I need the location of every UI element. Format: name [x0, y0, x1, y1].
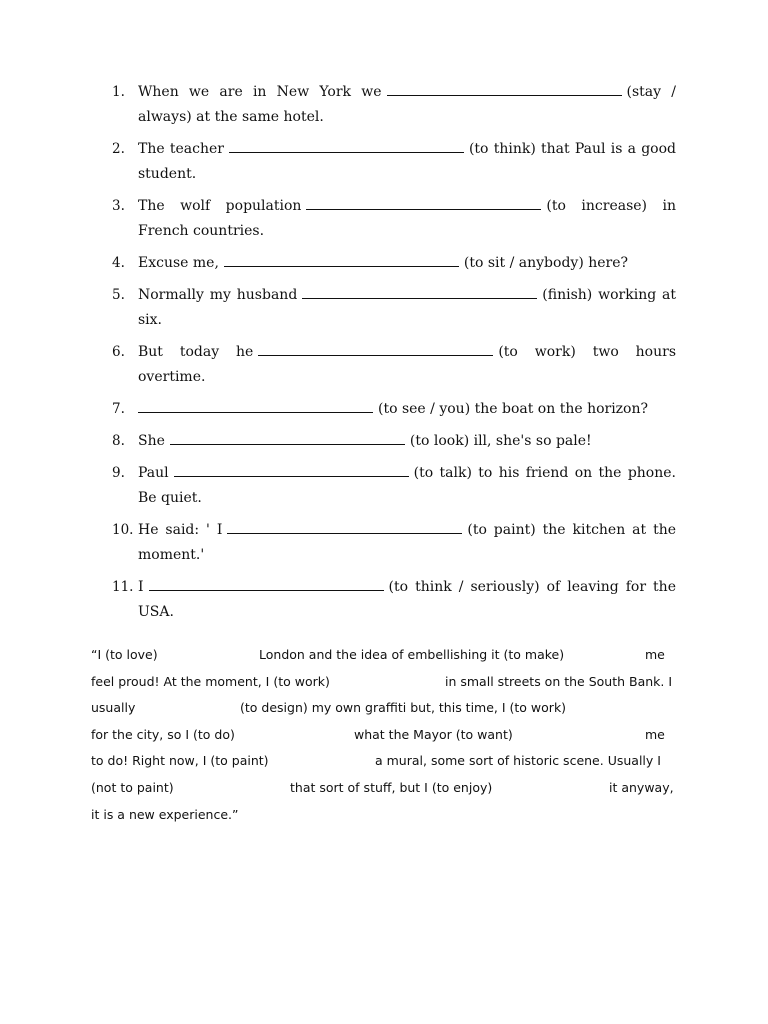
answer-blank[interactable] [387, 83, 622, 96]
passage-line [91, 669, 677, 696]
passage-text: feel proud! At the moment, I (to work) [91, 673, 330, 689]
item-number: 3. [112, 198, 125, 214]
passage-text: a mural, some sort of historic scene. Usually I [375, 753, 661, 769]
answer-blank[interactable] [306, 197, 541, 210]
item-number: 5. [112, 287, 125, 303]
item-text-before: Excuse me, [138, 255, 219, 271]
list-item [112, 194, 676, 244]
item-text-before: He said: ' I [138, 522, 223, 538]
answer-blank[interactable] [170, 432, 405, 445]
item-number: 6. [112, 344, 125, 360]
item-number: 11. [112, 579, 134, 595]
exercise-list [112, 80, 676, 632]
item-text-before: When we are in New York we [138, 84, 382, 100]
passage-line [91, 695, 677, 722]
item-text-after: (to paint) the kitchen at the moment.' [138, 522, 676, 563]
item-number: 9. [112, 465, 125, 481]
item-number: 8. [112, 433, 125, 449]
passage-text: London and the idea of embellishing it (to make) [259, 647, 565, 662]
item-number: 4. [112, 255, 125, 271]
answer-blank[interactable] [227, 521, 462, 534]
answer-blank[interactable] [224, 254, 459, 267]
list-item [112, 251, 676, 276]
answer-blank[interactable] [149, 578, 384, 591]
answer-blank[interactable] [229, 140, 464, 153]
item-text-before: I [138, 579, 144, 595]
item-text-after: (to increase) in French countries. [138, 198, 676, 239]
item-text-after: (stay / always) at the same hotel. [138, 84, 676, 125]
item-number: 10. [112, 522, 134, 538]
answer-blank[interactable] [138, 400, 373, 413]
passage-line [91, 748, 677, 775]
item-text-after: (to think) that Paul is a good student. [138, 141, 676, 182]
passage-text: usually [91, 700, 136, 716]
list-item [112, 518, 676, 568]
item-text-before: She [138, 433, 165, 449]
item-text-before: But today he [138, 344, 254, 360]
answer-blank[interactable] [302, 286, 537, 299]
list-item [112, 283, 676, 333]
passage-line [91, 642, 677, 669]
passage-text: (to design) my own graffiti but, this time, I (to work) [240, 700, 567, 716]
item-text-after: (to look) ill, she's so pale! [409, 433, 592, 449]
item-text-before: Paul [138, 465, 169, 481]
passage-text: “I (to love) [91, 647, 158, 662]
gap-fill-passage [91, 642, 677, 828]
passage-text: me [645, 647, 665, 662]
item-text-after: (to work) two hours overtime. [138, 344, 677, 385]
list-item [112, 429, 676, 454]
item-text-after: (finish) working at six. [138, 287, 677, 328]
passage-text: to do! Right now, I (to paint) [91, 753, 269, 769]
passage-text: for the city, so I (to do) [91, 726, 235, 742]
list-item [112, 340, 676, 390]
passage-line [91, 722, 677, 749]
passage-text: it is a new experience.” [91, 806, 239, 822]
item-number: 7. [112, 401, 125, 417]
passage-line [91, 775, 677, 802]
passage-text: it anyway, [609, 779, 674, 795]
item-text-before: Normally my husband [138, 287, 298, 303]
item-text-before: The wolf population [138, 198, 302, 214]
list-item [112, 575, 676, 625]
passage-line [91, 802, 677, 829]
list-item [112, 80, 676, 130]
answer-blank[interactable] [258, 343, 493, 356]
passage-text: in small streets on the South Bank. I [445, 673, 673, 689]
list-item [112, 137, 676, 187]
list-item [112, 397, 676, 422]
item-text-after: (to talk) to his friend on the phone. Be quiet. [138, 465, 676, 506]
passage-text: that sort of stuff, but I (to enjoy) [290, 779, 493, 795]
passage-text: me [645, 726, 665, 742]
item-text-after: (to see / you) the boat on the horizon? [378, 401, 649, 417]
item-text-after: (to sit / anybody) here? [463, 255, 629, 271]
item-text-after: (to think / seriously) of leaving for the USA. [138, 579, 676, 620]
item-number: 1. [112, 84, 125, 100]
list-item [112, 461, 676, 511]
item-text-before: The teacher [138, 141, 224, 157]
item-number: 2. [112, 141, 125, 157]
passage-text: what the Mayor (to want) [354, 726, 513, 742]
passage-text: (not to paint) [91, 779, 174, 795]
answer-blank[interactable] [174, 464, 409, 477]
